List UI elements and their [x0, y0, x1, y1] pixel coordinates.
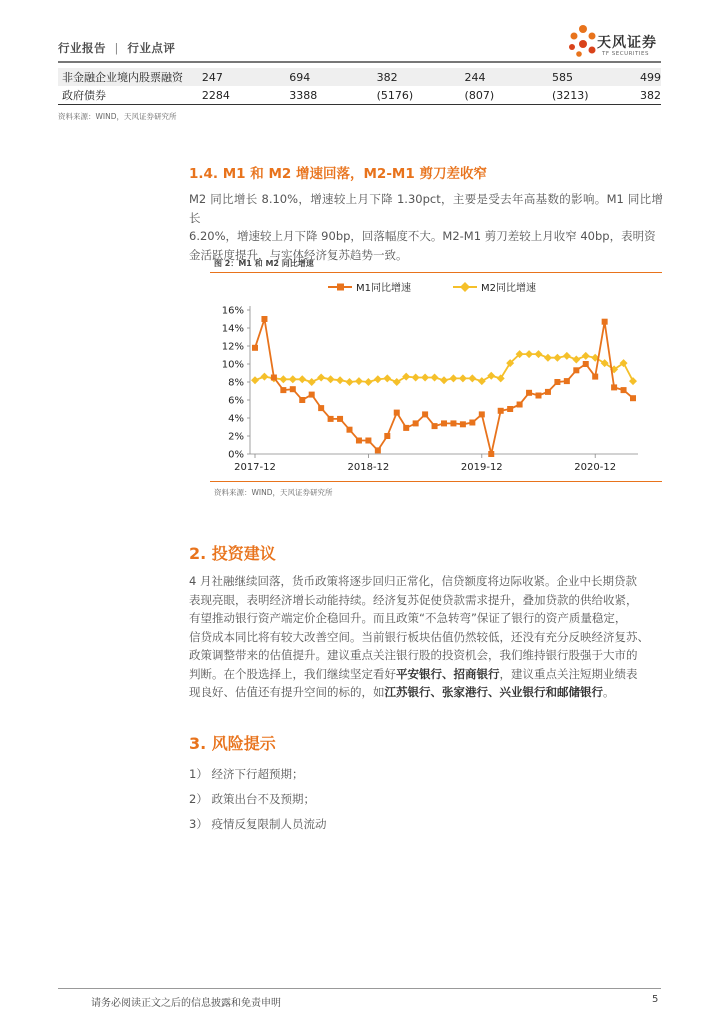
m2-data-point: [572, 356, 580, 364]
figure-title: 图 2：M1 和 M2 同比增速: [214, 259, 314, 268]
m1-data-point: [602, 319, 608, 325]
chart-legend: [328, 281, 536, 294]
footer-rule: [58, 988, 661, 989]
legend-marker: [337, 284, 344, 291]
m2-data-point: [412, 374, 420, 382]
figure-source: 资料来源：WIND，天风证券研究所: [214, 488, 333, 497]
header-divider-line: [58, 61, 661, 63]
logo-text-cn: 天风证券: [597, 35, 657, 51]
m1-data-point: [536, 393, 542, 399]
m1-data-point: [554, 379, 560, 385]
figure-top-rule: [210, 272, 662, 273]
legend-label: M2同比增速: [481, 283, 536, 294]
risk-item: 3） 疫情反复限制人员流动: [189, 817, 327, 831]
table-cell: 247: [202, 68, 289, 86]
m2-data-point: [402, 373, 410, 381]
m1-data-point: [564, 378, 570, 384]
paragraph-line: 现良好、估值还有提升空间的标的，如江苏银行、张家港行、兴业银行和邮储银行。: [189, 685, 615, 699]
m2-data-point: [327, 375, 335, 383]
highlighted-banks: 平安银行、招商银行: [396, 666, 500, 681]
series-line-m1: [255, 319, 633, 454]
y-tick-label: 10%: [221, 359, 244, 371]
header-subsection: 行业点评: [127, 41, 176, 55]
m2-data-point: [374, 375, 382, 383]
m1-data-point: [403, 425, 409, 431]
m2-data-point: [459, 374, 467, 382]
m1-data-point: [611, 384, 617, 390]
m2-data-point: [393, 378, 401, 386]
m1-data-point: [573, 367, 579, 373]
y-tick-label: 4%: [228, 413, 244, 425]
m1-data-point: [507, 406, 513, 412]
m1-data-point: [318, 405, 324, 411]
m1-data-point: [526, 390, 532, 396]
m1-data-point: [394, 410, 400, 416]
x-tick-label: 2018-12: [347, 462, 390, 473]
m2-data-point: [553, 354, 561, 362]
m2-data-point: [440, 376, 448, 384]
section-1-4-heading: 1.4. M1 和 M2 增速回落，M2-M1 剪刀差收窄: [189, 166, 487, 182]
m1-data-point: [592, 374, 598, 380]
x-tick-label: 2020-12: [574, 462, 617, 473]
table-cell: 694: [289, 68, 376, 86]
table-row-label: 非金融企业境内股票融资: [58, 68, 202, 86]
figure-bottom-rule: [210, 481, 662, 482]
table-row: [58, 86, 661, 105]
m1-data-point: [356, 438, 362, 444]
highlighted-banks: 江苏银行、张家港行、兴业银行和邮储银行: [384, 685, 603, 699]
m1-data-point: [365, 438, 371, 444]
table-cell: 382: [640, 86, 661, 105]
m1-data-point: [469, 420, 475, 426]
paragraph-line: 6.20%，增速较上月下降 90bp，回落幅度不大。M2-M1 剪刀差较上月收窄 40bp，表明资: [189, 229, 656, 243]
m2-data-point: [355, 377, 363, 385]
m2-data-point: [383, 374, 391, 382]
section-2-paragraph: [189, 572, 663, 702]
m1-data-point: [630, 395, 636, 401]
m1-data-point: [271, 375, 277, 381]
financing-table: [58, 68, 661, 105]
report-header: [58, 40, 175, 56]
m2-data-point: [525, 350, 533, 358]
m1-m2-growth-chart: [210, 274, 662, 479]
m1-data-point: [488, 451, 494, 457]
section-3-heading: 3. 风险提示: [189, 734, 276, 753]
m2-data-point: [317, 374, 325, 382]
page-number: 5: [652, 994, 659, 1005]
y-tick-label: 0%: [228, 449, 244, 461]
m2-data-point: [431, 374, 439, 382]
x-tick-label: 2017-12: [234, 462, 276, 473]
header-divider: |: [114, 41, 119, 55]
x-tick-label: 2019-12: [460, 462, 503, 473]
paragraph-line: 有望推动银行资产端定价企稳回升。而且政策“不急转弯”保证了银行的资产质量稳定，: [189, 611, 627, 625]
table-cell: 2284: [202, 86, 289, 105]
table-cell: (5176): [377, 86, 465, 105]
m2-data-point: [449, 374, 457, 382]
logo-text-en: TF SECURITIES: [602, 51, 649, 57]
m1-data-point: [583, 361, 589, 367]
section-2-heading: 2. 投资建议: [189, 544, 276, 563]
m2-data-point: [544, 354, 552, 362]
m1-data-point: [252, 345, 258, 351]
y-tick-label: 12%: [221, 341, 244, 353]
section-1-4-paragraph: [189, 190, 663, 264]
m2-data-point: [336, 376, 344, 384]
m1-data-point: [337, 416, 343, 422]
m1-data-point: [290, 386, 296, 392]
risk-item: 2） 政策出台不及预期；: [189, 792, 315, 806]
m1-data-point: [498, 408, 504, 414]
m2-data-point: [535, 350, 543, 358]
footer-disclaimer: 请务必阅读正文之后的信息披露和免责申明: [91, 998, 281, 1009]
m2-data-point: [629, 377, 637, 385]
y-tick-label: 6%: [228, 395, 244, 407]
header-section: 行业报告: [58, 41, 106, 55]
table-cell: 244: [465, 68, 552, 86]
m1-data-point: [375, 447, 381, 453]
legend-marker: [460, 282, 470, 292]
table-cell: 382: [377, 68, 465, 86]
paragraph-line: 表现亮眼，表明经济增长动能持续。经济复苏促使贷款需求提升，叠加贷款的供给收紧，: [189, 592, 638, 607]
table-cell: (807): [465, 86, 552, 105]
table-cell: (3213): [552, 86, 640, 105]
m2-data-point: [298, 375, 306, 383]
m2-data-point: [563, 352, 571, 360]
m1-data-point: [432, 423, 438, 429]
m2-data-point: [468, 374, 476, 382]
m1-data-point: [450, 420, 456, 426]
table-source: 资料来源：WIND，天风证券研究所: [58, 112, 177, 121]
table-row-label: 政府债券: [58, 86, 202, 105]
m2-data-point: [289, 375, 297, 383]
m1-data-point: [347, 427, 353, 433]
m2-data-point: [497, 374, 505, 382]
m1-data-point: [479, 411, 485, 417]
m1-data-point: [384, 433, 390, 439]
paragraph-line: M2 同比增长 8.10%，增速较上月下降 1.30pct，主要是受去年高基数的影响。M1 同比增长: [189, 192, 663, 225]
m2-data-point: [582, 352, 590, 360]
m1-data-point: [460, 421, 466, 427]
m1-data-point: [517, 402, 523, 408]
table-row: [58, 68, 661, 86]
table-cell: 585: [552, 68, 640, 86]
y-tick-label: 16%: [221, 305, 244, 317]
m2-data-point: [487, 372, 495, 380]
m2-data-point: [308, 378, 316, 386]
table-cell: 3388: [289, 86, 376, 105]
m1-data-point: [413, 420, 419, 426]
m1-data-point: [621, 387, 627, 393]
m2-data-point: [251, 376, 259, 384]
m2-data-point: [421, 374, 429, 382]
risk-item: 1） 经济下行超预期；: [189, 767, 304, 781]
m1-data-point: [309, 392, 315, 398]
m1-data-point: [545, 389, 551, 395]
m2-data-point: [260, 373, 268, 381]
m1-data-point: [441, 420, 447, 426]
m2-data-point: [279, 375, 287, 383]
m1-data-point: [261, 316, 267, 322]
m1-data-point: [280, 387, 286, 393]
m1-data-point: [299, 397, 305, 403]
m2-data-point: [346, 378, 354, 386]
paragraph-line: 政策调整带来的估值提升。建议重点关注银行股的投资机会，我们维持银行股强于大市的: [189, 648, 638, 662]
m2-data-point: [364, 378, 372, 386]
paragraph-line: 4 月社融继续回落，货币政策将逐步回归正常化，信贷额度将边际收紧。企业中长期贷款: [189, 574, 637, 588]
paragraph-line: 信贷成本同比将有较大改善空间。当前银行板块估值仍然较低，还没有充分反映经济复苏、: [189, 629, 649, 644]
y-tick-label: 2%: [228, 431, 244, 443]
paragraph-line: 金活跃度提升，与实体经济复苏趋势一致。: [189, 247, 408, 262]
m1-data-point: [328, 416, 334, 422]
m1-data-point: [422, 411, 428, 417]
y-tick-label: 8%: [228, 377, 244, 389]
y-tick-label: 14%: [221, 323, 244, 335]
m2-data-point: [478, 377, 486, 385]
table-cell: 499: [640, 68, 661, 86]
legend-label: M1同比增速: [356, 283, 411, 294]
paragraph-line: 判断。在个股选择上，我们继续坚定看好平安银行、招商银行，建议重点关注短期业绩表: [189, 666, 638, 681]
